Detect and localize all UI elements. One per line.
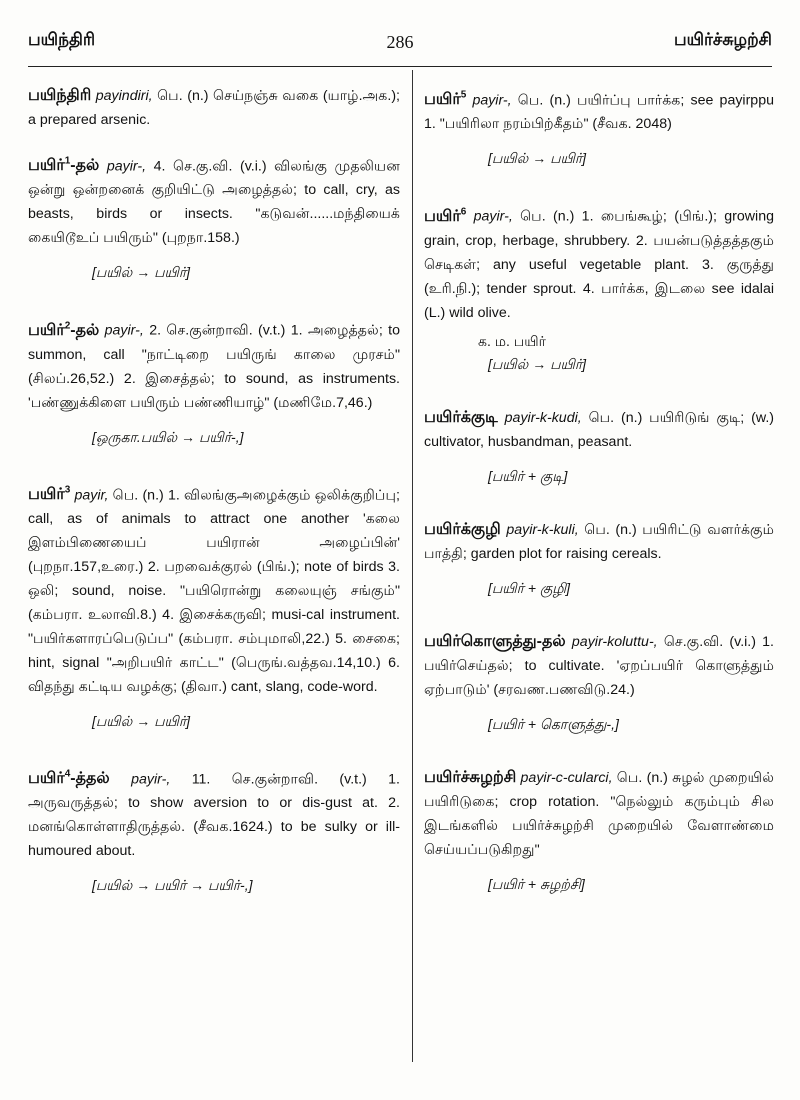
entry-definition: பெ. (n.) பயிரிடுங் குடி; (w.) cultivator, husbandman, peasant. [424, 409, 774, 450]
headword-text: பயிந்திரி [28, 87, 92, 104]
headword-text: பயிர்க்குடி [424, 408, 498, 426]
transliteration: payir-, [106, 158, 147, 175]
header-left-guideword: பயிந்திரி [28, 30, 96, 49]
transliteration: payir-c-cularci, [520, 769, 613, 786]
transliteration: payindiri, [95, 88, 153, 104]
entry-headword [28, 87, 91, 104]
entry-headword [28, 486, 70, 503]
entry-headword [424, 91, 466, 108]
headword-superscript: 5 [460, 90, 467, 101]
dictionary-entry [424, 518, 774, 566]
transliteration: payir-, [472, 92, 512, 109]
headword-text: பயிர்ச்சுழற்சி [424, 768, 517, 786]
headword-superscript: 4 [64, 768, 71, 780]
headword-suffix: -தல் [70, 321, 100, 339]
dictionary-entry [424, 84, 774, 136]
headword-text: பயிர் [28, 485, 65, 503]
headword-text: பயிர் [28, 157, 65, 175]
headword-superscript: 3 [64, 484, 71, 496]
headword-superscript: 1 [64, 156, 71, 167]
headword-superscript: 2 [64, 320, 71, 332]
entry-definition: பெ. (n.) பயிர்ப்பு பார்க்க; see payirppu 1. "பயிரிலா நரம்பிற்கீதம்" (சீவக. 2048) [424, 92, 774, 133]
dictionary-entry [424, 200, 774, 324]
entry-definition: 11. செ.குன்றாவி. (v.t.) 1. அருவருத்தல்; to show aversion to or dis-gust at. 2. மனங்கொள்ளாதிருத்தல். (சீவக.1624.) to be sulky or ill-humoured about. [28, 771, 400, 860]
headword-suffix: -த்தல் [70, 770, 110, 788]
etymology-line: [ஒருகா.பயில் → பயிர்-,] [92, 428, 244, 445]
entry-headword [28, 322, 99, 339]
etymology-line: [பயில் → பயிர்] [488, 150, 587, 167]
dictionary-entry [424, 766, 774, 862]
page-header [28, 30, 772, 58]
column-divider [412, 70, 413, 1062]
entry-headword [28, 770, 110, 787]
headword-suffix: -தல் [536, 632, 566, 650]
entry-definition: பெ. (n.) சுழல் முறையில் பயிரிடுகை; crop rotation. "நெல்லும் கரும்பும் சில இடங்களில் பயிர்ச்சுழற்சி முறையில் வேளாண்மை செய்யப்படுகிறது" [424, 769, 774, 858]
right-column [424, 84, 774, 926]
etymology-line: [பயில் → பயிர்] [92, 712, 191, 729]
headword-text: பயிர் [28, 321, 65, 339]
dictionary-entry [28, 84, 400, 132]
cognates-line: க. ம. பயிர் [478, 332, 546, 349]
dictionary-entry [28, 314, 400, 414]
dictionary-entry [28, 763, 400, 863]
page-number: 286 [386, 32, 414, 52]
etymology-line: [பயில் → பயிர் → பயிர்-,] [92, 877, 253, 894]
transliteration: payir-koluttu-, [571, 633, 658, 650]
entry-headword [424, 633, 566, 650]
dictionary-entry [424, 406, 774, 454]
headword-text: பயிர்க்குழி [424, 520, 501, 538]
headword-text: பயிர்கொளுத்து [424, 632, 537, 650]
etymology-line: [பயில் → பயிர்] [488, 355, 587, 372]
etymology-line: [பயிர் + குடி] [488, 467, 568, 484]
headword-text: பயிர் [424, 207, 461, 225]
etymology-line: [பயிர் + கொளுத்து-,] [488, 715, 619, 732]
transliteration: payir-k-kuli, [506, 521, 579, 538]
transliteration: payir-, [473, 208, 513, 225]
entry-headword [424, 769, 516, 786]
entry-headword [424, 409, 498, 426]
transliteration: payir-, [131, 771, 171, 788]
entry-definition: செ.கு.வி. (v.i.) 1. பயிர்செய்தல்; to cultivate. 'ஏறப்பயிர் கொளுத்தும் ஏற்பாடும்' (சரவண.பணவிடு.24.) [424, 633, 774, 698]
headword-text: பயிர் [28, 770, 65, 788]
transliteration: payir-, [104, 322, 144, 339]
dictionary-entry [28, 479, 400, 699]
dictionary-entry [28, 150, 400, 250]
headword-suffix: -தல் [70, 157, 100, 175]
transliteration: payir, [74, 486, 109, 503]
header-rule [28, 66, 772, 67]
etymology-line: [பயிர் + சுழற்சி] [488, 875, 585, 892]
etymology-line: [பயில் → பயிர்] [92, 264, 191, 281]
entry-definition: பெ. (n.) 1. விலங்குஅழைக்கும் ஒலிக்குறிப்பு; call, as of animals to attract one another 'கலை இளம்பிணையைப் பயிரான் அழைப்பின்' (புறநா.157,உரை.) 2. பறவைக்குரல் (பிங்.); note of birds 3. ஒலி; sound, noise. "பயிரொன்று கலையுஞ் சங்கும்" (கம்பரா. உலாவி.8.) 4. இசைக்கருவி; musi-cal instrument. "பயிர்களாரப்பெடுப்ப" (கம்பரா. சம்புமாலி,22.) 5. சைகை; hint, signal "அறிபயிர் காட்ட" (பெருங்.வத்தவ.14,10.) 6. விதந்து கட்டிய வழக்கு; (திவா.) cant, slang, code-word. [28, 486, 400, 695]
header-right-guideword: பயிர்ச்சுழற்சி [673, 30, 772, 49]
dictionary-entry [424, 630, 774, 702]
headword-superscript: 6 [460, 206, 467, 218]
headword-text: பயிர் [424, 91, 461, 109]
entry-definition: 4. செ.கு.வி. (v.i.) விலங்கு முதலியன ஒன்று ஒன்றனைக் குறியிட்டு அழைத்தல்; to call, cry, as beasts, birds or insects. "கடுவன்......மந்தியைக் கையிடூஉப் பயிரும்" (புறநா.158.) [28, 158, 400, 247]
entry-definition: பெ. (n.) பயிரிட்டு வளர்க்கும் பாத்தி; garden plot for raising cereals. [424, 521, 774, 562]
left-column [28, 84, 400, 927]
entry-definition: பெ. (n.) செய்நஞ்சு வகை (யாழ்.அக.); a prepared arsenic. [28, 88, 400, 128]
entry-headword [28, 157, 99, 174]
entry-headword [424, 208, 466, 225]
transliteration: payir-k-kudi, [504, 409, 582, 426]
entry-headword [424, 521, 501, 538]
entry-definition: 2. செ.குன்றாவி. (v.t.) 1. அழைத்தல்; to summon, call "நாட்டிறை பயிருங் காலை முரசம்" (சிலப்.26,52.) 2. இசைத்தல்; to sound, as instruments. 'பண்ணுக்கிளை பயிரும் பண்ணியாழ்" (மணிமே.7,46.) [28, 322, 400, 411]
entry-definition: பெ. (n.) 1. பைங்கூழ்; (பிங்.); growing grain, crop, herbage, shrubbery. 2. பயன்படுத்தத்தகும் செடிகள்; any useful vegetable plant. 3. குருத்து (உரி.நி.); tender sprout. 4. பார்க்க, இடலை see idalai (L.) wild olive. [424, 208, 774, 321]
etymology-line: [பயிர் + குழி] [488, 579, 570, 596]
